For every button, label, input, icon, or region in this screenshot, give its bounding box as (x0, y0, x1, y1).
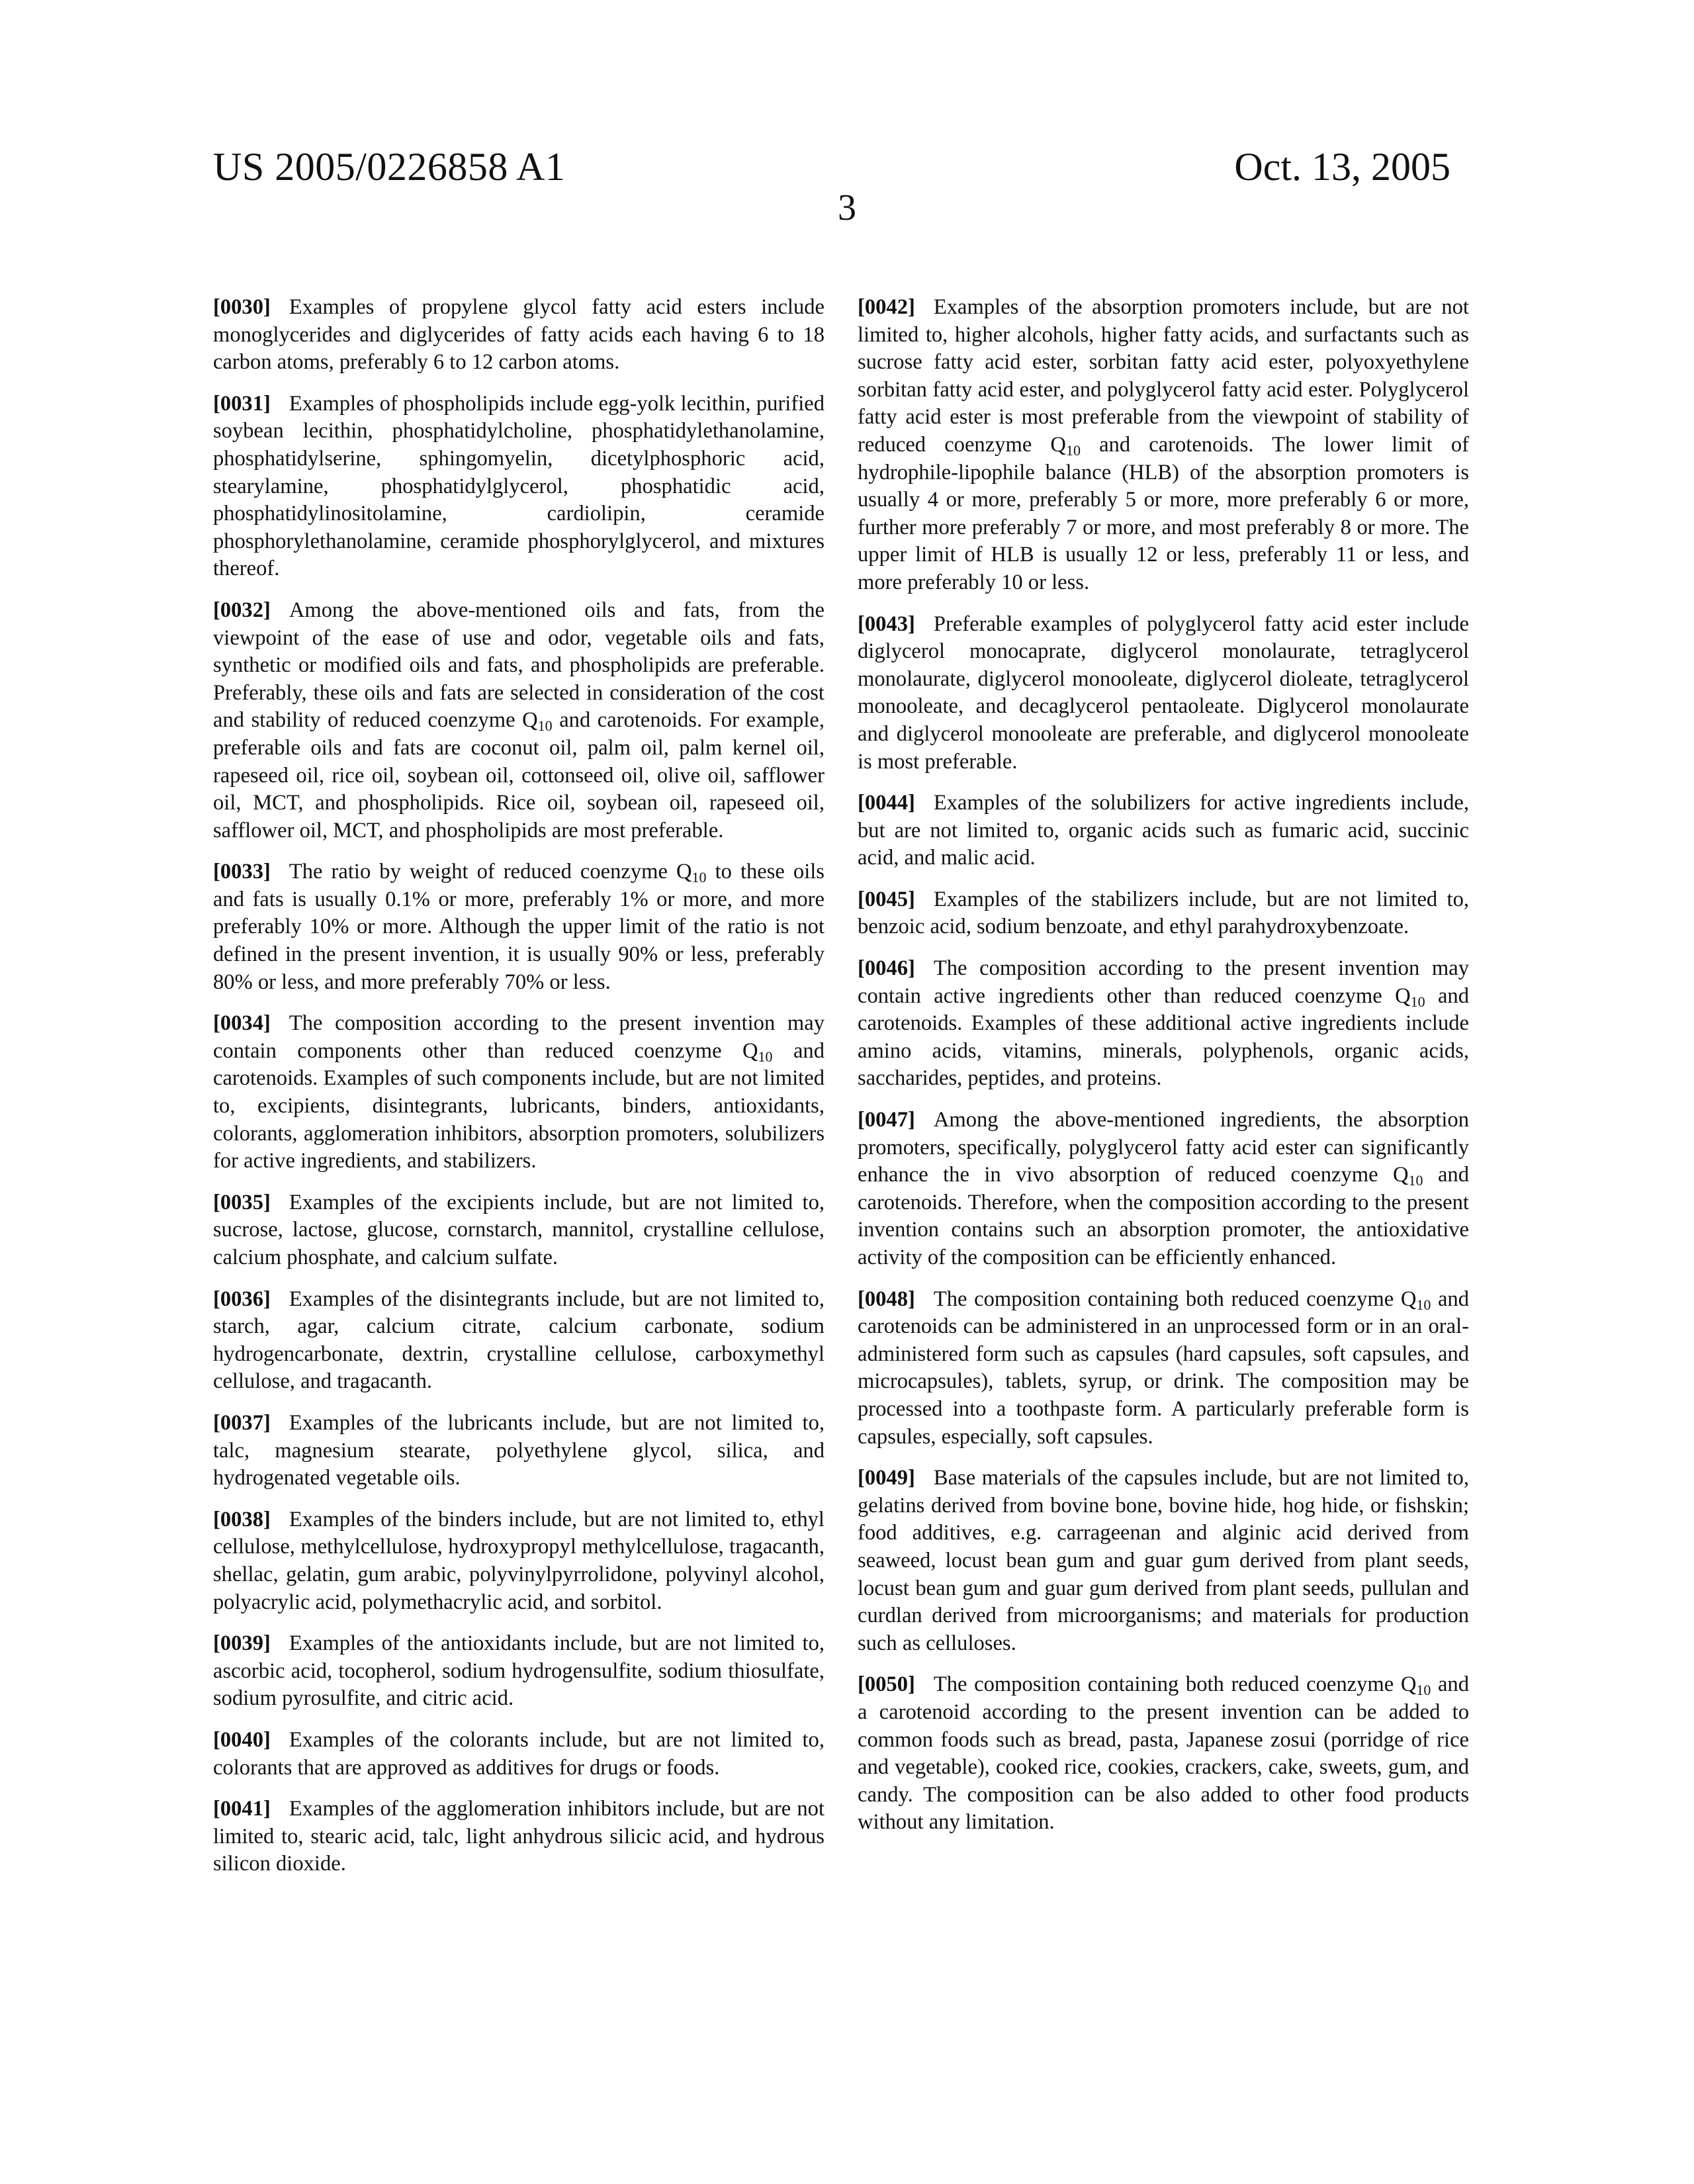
paragraph-text: Preferable examples of polyglycerol fatty acid ester include diglycerol monocaprate, diglycerol monolaurate, tetraglycerol monolaurate, diglycerol monooleate, diglycerol dioleate, tetraglycerol monooleate, and decaglycerol pentaoleate. Diglycerol monolaurate and diglycerol monooleate are preferable, and diglycerol monooleate is most preferable. (858, 612, 1469, 774)
paragraph-number: [0033] (213, 860, 271, 884)
paragraph-text: The ratio by weight of reduced coenzyme Q (289, 860, 692, 884)
paragraph-0037 (213, 1410, 825, 1492)
paragraph-number: [0047] (858, 1108, 915, 1132)
right-column (858, 294, 1469, 1850)
paragraph-text: Among the above-mentioned ingredients, the absorption promoters, specifically, polyglycerol fatty acid ester can significantly enhance the in vivo absorption of reduced coenzyme Q (858, 1108, 1469, 1187)
subscript: 10 (692, 869, 707, 886)
subscript: 10 (758, 1048, 773, 1065)
paragraph-number: [0030] (213, 295, 271, 319)
paragraph-text: The composition according to the present invention may contain components other than reduced coenzyme Q (213, 1011, 825, 1063)
paragraph-0046 (858, 955, 1469, 1093)
paragraph-text: Examples of the absorption promoters include, but are not limited to, higher alcohols, higher fatty acids, and surfactants such as sucrose fatty acid ester, sorbitan fatty acid ester, polyoxyethylene sorbitan fatty acid ester, and polyglycerol fatty acid ester. Polyglycerol fatty acid ester is most preferable from the viewpoint of stability of reduced coenzyme Q (858, 295, 1469, 457)
paragraph-number: [0042] (858, 295, 915, 319)
paragraph-text-cont: and carotenoids. For example, preferable oils and fats are coconut oil, palm oil, palm kernel oil, rapeseed oil, rice oil, soybean oil, cottonseed oil, olive oil, safflower oil, MCT, and phospholipids. Rice oil, soybean oil, rapeseed oil, safflower oil, MCT, and phospholipids are most preferable. (213, 708, 825, 842)
paragraph-0040 (213, 1727, 825, 1782)
paragraph-number: [0038] (213, 1508, 271, 1531)
paragraph-text-cont: and carotenoids. Therefore, when the composition according to the present invention contains such an absorption promoter, the antioxidative activity of the composition can be efficiently enhanced. (858, 1163, 1469, 1269)
paragraph-0030 (213, 294, 825, 377)
paragraph-text: Examples of the antioxidants include, but are not limited to, ascorbic acid, tocopherol, sodium hydrogensulfite, sodium thiosulfate, sodium pyrosulfite, and citric acid. (213, 1631, 825, 1710)
paragraph-text: The composition containing both reduced coenzyme Q (934, 1672, 1416, 1696)
paragraph-number: [0034] (213, 1011, 271, 1035)
paragraph-0039 (213, 1630, 825, 1713)
paragraph-text: Examples of phospholipids include egg-yolk lecithin, purified soybean lecithin, phosphatidylcholine, phosphatidylethanolamine, phosphatidylserine, sphingomyelin, dicetylphosphoric acid, stearylamine, phosphatidylglycerol, phosphatidic acid, phosphatidylinositolamine, cardiolipin, ceramide phosphorylethanolamine, ceramide phosphorylglycerol, and mixtures thereof. (213, 392, 825, 581)
paragraph-0042 (858, 294, 1469, 597)
paragraph-0045 (858, 886, 1469, 941)
paragraph-text-cont: and a carotenoid according to the present invention can be added to common foods such as bread, pasta, Japanese zosui (porridge of rice and vegetable), cooked rice, cookies, crackers, cake, sweets, gum, and candy. The composition can be also added to other food products without any limitation. (858, 1672, 1469, 1834)
subscript: 10 (1416, 1297, 1431, 1313)
paragraph-text: The composition according to the present invention may contain active ingredients other than reduced coenzyme Q (858, 956, 1469, 1008)
subscript: 10 (1416, 1682, 1431, 1698)
paragraph-0035 (213, 1189, 825, 1272)
paragraph-number: [0048] (858, 1287, 915, 1311)
paragraph-text: Base materials of the capsules include, but are not limited to, gelatins derived from bovine bone, bovine hide, hog hide, or fishskin; food additives, e.g. carrageenan and alginic acid derived from seaweed, locust bean gum and guar gum derived from plant seeds, locust bean gum and guar gum derived from plant seeds, pullulan and curdlan derived from microorganisms; and materials for production such as celluloses. (858, 1466, 1469, 1655)
paragraph-0038 (213, 1506, 825, 1616)
publication-number: US 2005/0226858 A1 (213, 144, 565, 190)
paragraph-0031 (213, 390, 825, 583)
paragraph-number: [0031] (213, 392, 271, 416)
paragraph-0043 (858, 611, 1469, 776)
paragraph-0047 (858, 1107, 1469, 1272)
paragraph-text: Examples of the solubilizers for active ingredients include, but are not limited to, organic acids such as fumaric acid, succinic acid, and malic acid. (858, 791, 1469, 870)
paragraph-0036 (213, 1286, 825, 1396)
paragraph-0050 (858, 1671, 1469, 1837)
patent-page (0, 0, 1694, 2184)
publication-date: Oct. 13, 2005 (1234, 144, 1450, 190)
paragraph-number: [0040] (213, 1728, 271, 1752)
paragraph-text: Among the above-mentioned oils and fats, from the viewpoint of the ease of use and odor, vegetable oils and fats, synthetic or modified oils and fats, and phospholipids are preferable. Preferably, these oils and fats are selected in consideration of the cost and stability of reduced coenzyme Q (213, 598, 825, 732)
paragraph-text: Examples of the agglomeration inhibitors include, but are not limited to, stearic acid, talc, light anhydrous silicic acid, and hydrous silicon dioxide. (213, 1797, 825, 1876)
subscript: 10 (538, 717, 553, 734)
paragraph-text-cont: and carotenoids. The lower limit of hydrophile-lipophile balance (HLB) of the absorption promoters is usually 4 or more, preferably 5 or more, more preferably 6 or more, further more preferably 7 or more, and most preferably 8 or more. The upper limit of HLB is usually 12 or less, preferably 11 or less, and more preferably 10 or less. (858, 433, 1469, 594)
paragraph-number: [0044] (858, 791, 915, 815)
paragraph-number: [0035] (213, 1191, 271, 1214)
paragraph-text: Examples of the colorants include, but are not limited to, colorants that are approved as additives for drugs or foods. (213, 1728, 825, 1780)
paragraph-text: Examples of the disintegrants include, but are not limited to, starch, agar, calcium citrate, calcium carbonate, sodium hydrogencarbonate, dextrin, crystalline cellulose, carboxymethyl cellulose, and tragacanth. (213, 1287, 825, 1394)
page-number: 3 (0, 187, 1694, 229)
paragraph-number: [0050] (858, 1672, 915, 1696)
paragraph-0041 (213, 1796, 825, 1878)
paragraph-number: [0043] (858, 612, 915, 636)
paragraph-text-cont: and carotenoids. Examples of such components include, but are not limited to, excipients, disintegrants, lubricants, binders, antioxidants, colorants, agglomeration inhibitors, absorption promoters, solubilizers for active ingredients, and stabilizers. (213, 1039, 825, 1173)
paragraph-0044 (858, 790, 1469, 872)
paragraph-0048 (858, 1286, 1469, 1451)
paragraph-number: [0036] (213, 1287, 271, 1311)
paragraph-number: [0045] (858, 887, 915, 911)
paragraph-text: Examples of the stabilizers include, but are not limited to, benzoic acid, sodium benzoate, and ethyl parahydroxybenzoate. (858, 887, 1469, 939)
paragraph-text-cont: to these oils and fats is usually 0.1% or more, preferably 1% or more, and more preferably 10% or more. Although the upper limit of the ratio is not defined in the present invention, it is usually 90% or less, preferably 80% or less, and more preferably 70% or less. (213, 860, 825, 993)
paragraph-number: [0037] (213, 1411, 271, 1435)
paragraph-0033 (213, 858, 825, 996)
paragraph-text-cont: and carotenoids can be administered in an unprocessed form or in an oral-administered form such as capsules (hard capsules, soft capsules, and microcapsules), tablets, syrup, or drink. The composition may be processed into a toothpaste form. A particularly preferable form is capsules, especially, soft capsules. (858, 1287, 1469, 1449)
paragraph-0034 (213, 1010, 825, 1175)
paragraph-number: [0032] (213, 598, 271, 622)
paragraph-text: The composition containing both reduced coenzyme Q (934, 1287, 1416, 1311)
left-column (213, 294, 825, 1892)
paragraph-number: [0049] (858, 1466, 915, 1490)
paragraph-text: Examples of the binders include, but are not limited to, ethyl cellulose, methylcellulose, hydroxypropyl methylcellulose, tragacanth, shellac, gelatin, gum arabic, polyvinylpyrrolidone, polyvinyl alcohol, polyacrylic acid, polymethacrylic acid, and sorbitol. (213, 1508, 825, 1614)
paragraph-text-cont: and carotenoids. Examples of these additional active ingredients include amino acids, vitamins, minerals, polyphenols, organic acids, saccharides, peptides, and proteins. (858, 984, 1469, 1091)
paragraph-text: Examples of the excipients include, but are not limited to, sucrose, lactose, glucose, cornstarch, mannitol, crystalline cellulose, calcium phosphate, and calcium sulfate. (213, 1191, 825, 1269)
paragraph-0032 (213, 597, 825, 844)
subscript: 10 (1409, 1172, 1423, 1189)
paragraph-text: Examples of propylene glycol fatty acid esters include monoglycerides and diglycerides of fatty acids each having 6 to 18 carbon atoms, preferably 6 to 12 carbon atoms. (213, 295, 825, 374)
paragraph-0049 (858, 1465, 1469, 1657)
paragraph-number: [0039] (213, 1631, 271, 1655)
subscript: 10 (1066, 442, 1081, 459)
subscript: 10 (1411, 993, 1425, 1010)
paragraph-number: [0041] (213, 1797, 271, 1821)
paragraph-text: Examples of the lubricants include, but are not limited to, talc, magnesium stearate, polyethylene glycol, silica, and hydrogenated vegetable oils. (213, 1411, 825, 1490)
paragraph-number: [0046] (858, 956, 915, 980)
